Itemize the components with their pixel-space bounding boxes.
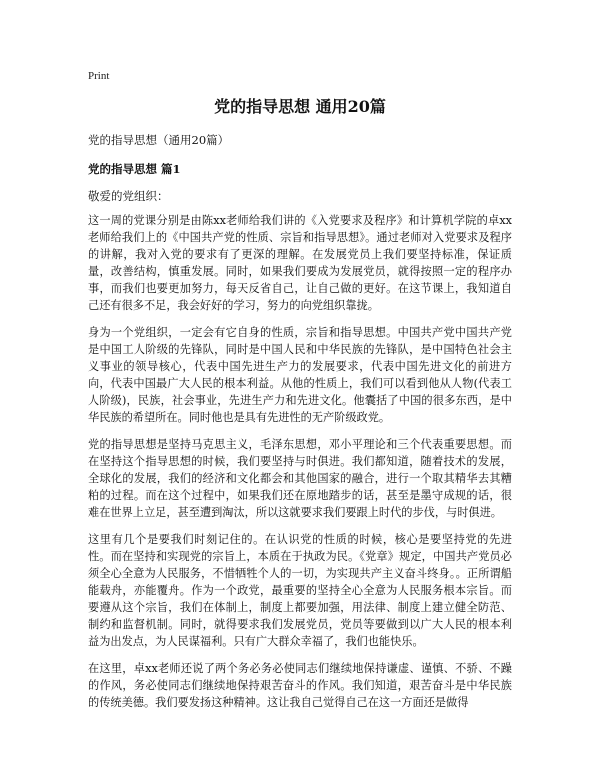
paragraph: 这一周的党课分别是由陈xx老师给我们讲的《入党要求及程序》和计算机学院的卓xx老师给我们上的《中国共产党的性质、宗旨和指导思想》。通过老师对入党要求及程序的讲解，我对入党的要求有了更深的理解。在发展党员上我们要坚持标准，保证质量，改善结构，慎重发展。同时，如果我们要成为发展党员，就得按照一定的程序办事，而我们也要更加努力，每天反省自己，让自己做的更好。在这节课上，我知道自己还有很多不足，我会好好的学习，努力的向党组织靠拢。 xyxy=(88,214,512,312)
paragraph: 在这里，卓xx老师还说了两个务必务必使同志们继续地保持谦虚、谨慎、不骄、不躁的作风，务必使同志们继续地保持艰苦奋斗的作风。我们知道，艰苦奋斗是中华民族的传统美德。我们要发扬这种精神。这让我自己觉得自己在这一方面还是做得 xyxy=(88,662,512,709)
document-title: 党的指导思想 通用20篇 xyxy=(214,97,386,116)
salutation: 敬爱的党组织： xyxy=(88,189,169,203)
document-subtitle: 党的指导思想（通用20篇） xyxy=(88,133,230,147)
print-link[interactable]: Print xyxy=(88,70,110,82)
paragraph: 身为一个党组织，一定会有它自身的性质，宗旨和指导思想。中国共产党中国共产党是中国工人阶级的先锋队，同时是中国人民和中华民族的先锋队，是中国特色社会主义事业的领导核心，代表中国先进生产力的发展要求，代表中国先进文化的前进方向，代表中国最广大人民的根本利益。从他的性质上，我们可以看到他从人物(代表工人阶级)，民族，社会事业，先进生产力和先进文化。他囊括了中国的很多东西，是中华民族的希望所在。同时他也是具有先进性的无产阶级政党。 xyxy=(88,326,512,424)
document-page xyxy=(88,0,512,776)
document-body xyxy=(88,212,512,721)
section-title: 党的指导思想 篇1 xyxy=(88,162,181,176)
paragraph: 这里有几个是要我们时刻记住的。在认识党的性质的时候，核心是要坚持党的先进性。而在坚持和实现党的宗旨上，本质在于执政为民。《党章》规定，中国共产党员必须全心全意为人民服务，不惜牺牲个人的一切，为实现共产主义奋斗终身。。正所谓船能载舟，亦能覆舟。作为一个政党，最重要的坚持全心全意为人民服务根本宗旨。而要遵从这个宗旨，我们在体制上，制度上都要加强，用法律、制度上建立健全防范、制约和监督机制。同时，就得要求我们发展党员，党员等要做到以广大人民的根本利益为出发点，为人民谋福利。只有广大群众幸福了，我们也能快乐。 xyxy=(88,533,512,648)
paragraph: 党的指导思想是坚持马克思主义，毛泽东思想，邓小平理论和三个代表重要思想。而在坚持这个指导思想的时候，我们要坚持与时俱进。我们都知道，随着技术的发展，全球化的发展，我们的经济和文化都会和其他国家的融合，进行一个取其精华去其糟粕的过程。而在这个过程中，如果我们还在原地踏步的话，甚至是墨守成规的话，很难在世界上立足，甚至遭到淘汰，所以这就要求我们要跟上时代的步伐，与时俱进。 xyxy=(88,438,512,519)
